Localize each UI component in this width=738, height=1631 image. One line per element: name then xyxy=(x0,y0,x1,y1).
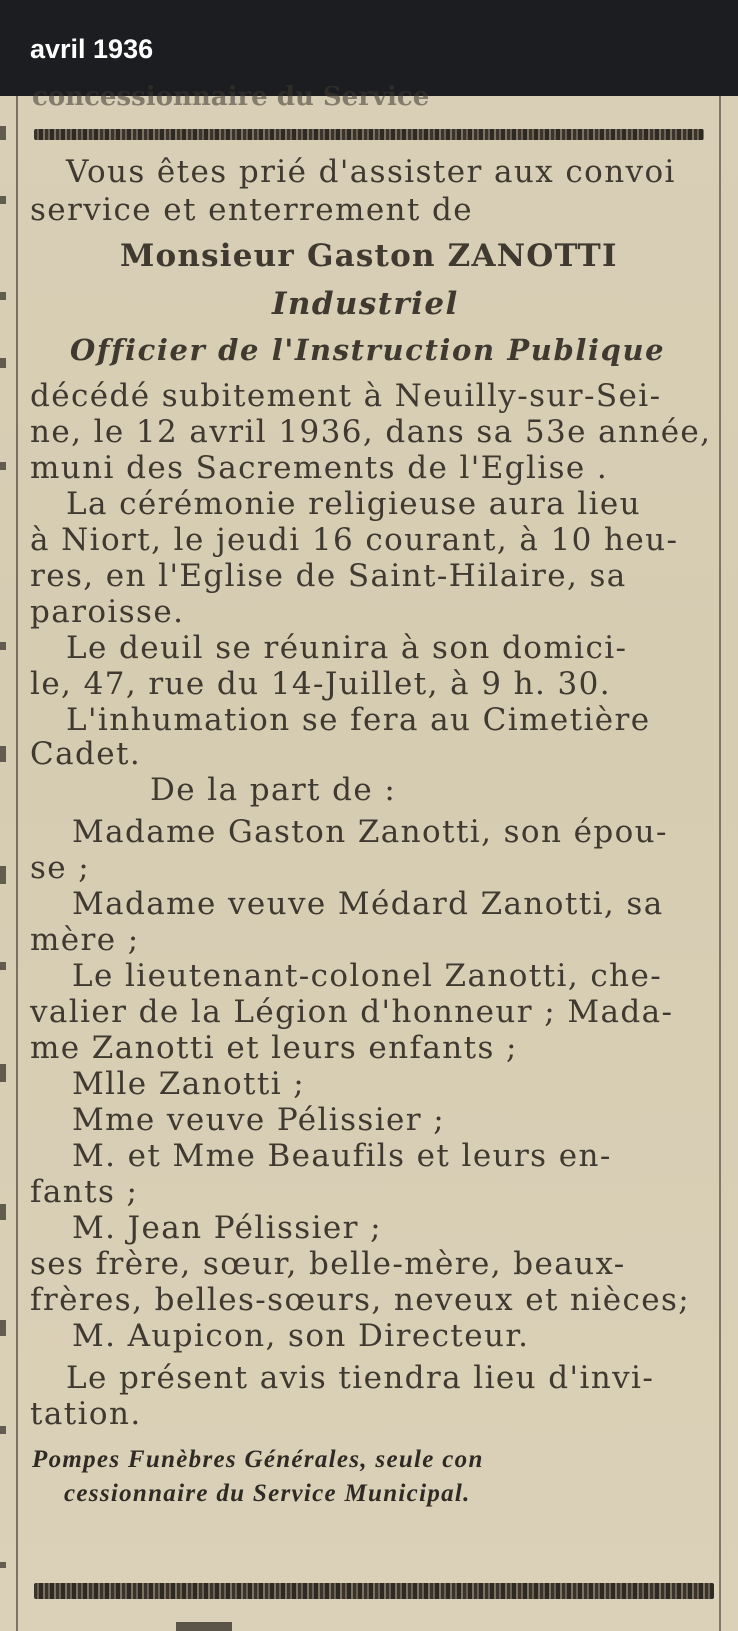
notice-line: Vous êtes prié d'assister aux convoi xyxy=(66,154,676,190)
notice-line: à Niort, le jeudi 16 courant, à 10 heu- xyxy=(30,522,679,558)
deceased-name: Monsieur Gaston ZANOTTI xyxy=(120,238,618,274)
notice-line: Madame Gaston Zanotti, son épou- xyxy=(72,814,668,850)
notice-line: M. Jean Pélissier ; xyxy=(72,1210,382,1246)
page-title: avril 1936 xyxy=(30,34,154,64)
notice-line: muni des Sacrements de l'Eglise . xyxy=(30,450,609,486)
notice-line: paroisse. xyxy=(30,594,185,630)
newspaper-clipping xyxy=(0,82,738,1631)
notice-line: Cadet. xyxy=(30,736,142,772)
edge-marks xyxy=(0,96,12,1631)
notice-line: le, 47, rue du 14-Juillet, à 9 h. 30. xyxy=(30,666,612,702)
top-ornament-rule xyxy=(34,129,704,140)
notice-line: Mlle Zanotti ; xyxy=(72,1066,306,1102)
cut-off-header: concessionnaire du Service xyxy=(32,82,430,112)
cut-off-fragment xyxy=(176,1622,232,1631)
deceased-occupation: Industriel xyxy=(272,286,459,322)
notice-line: ne, le 12 avril 1936, dans sa 53e année, xyxy=(30,414,712,450)
notice-line: L'inhumation se fera au Cimetière xyxy=(66,702,651,738)
footer-line: cessionnaire du Service Municipal. xyxy=(64,1480,471,1507)
notice-line: fants ; xyxy=(30,1174,139,1210)
notice-line: frères, belles-sœurs, neveux et nièces; xyxy=(30,1282,691,1318)
notice-line: valier de la Légion d'honneur ; Mada- xyxy=(30,994,674,1030)
notice-line: Le présent avis tiendra lieu d'invi- xyxy=(66,1360,655,1396)
footer-line: Pompes Funèbres Générales, seule con xyxy=(32,1446,484,1473)
notice-line: De la part de : xyxy=(150,772,397,808)
notice-line: res, en l'Eglise de Saint-Hilaire, sa xyxy=(30,558,627,594)
notice-line: décédé subitement à Neuilly-sur-Sei- xyxy=(30,378,662,414)
notice-line: La cérémonie religieuse aura lieu xyxy=(66,486,642,522)
deceased-distinction: Officier de l'Instruction Publique xyxy=(70,333,666,367)
notice-line: Le lieutenant-colonel Zanotti, che- xyxy=(72,958,663,994)
column-rule-right xyxy=(719,96,721,1631)
notice-line: service et enterrement de xyxy=(30,192,474,228)
notice-line: ses frère, sœur, belle-mère, beaux- xyxy=(30,1246,626,1282)
notice-line: mère ; xyxy=(30,922,140,958)
notice-line: M. et Mme Beaufils et leurs en- xyxy=(72,1138,612,1174)
notice-line: Madame veuve Médard Zanotti, sa xyxy=(72,886,664,922)
notice-line: tation. xyxy=(30,1396,142,1432)
bottom-ornament-rule xyxy=(34,1583,714,1599)
notice-line: Le deuil se réunira à son domici- xyxy=(66,630,628,666)
notice-line: se ; xyxy=(30,850,91,886)
notice-line: M. Aupicon, son Directeur. xyxy=(72,1318,530,1354)
column-rule-left xyxy=(16,96,18,1631)
notice-line: me Zanotti et leurs enfants ; xyxy=(30,1030,518,1066)
notice-line: Mme veuve Pélissier ; xyxy=(72,1102,446,1138)
